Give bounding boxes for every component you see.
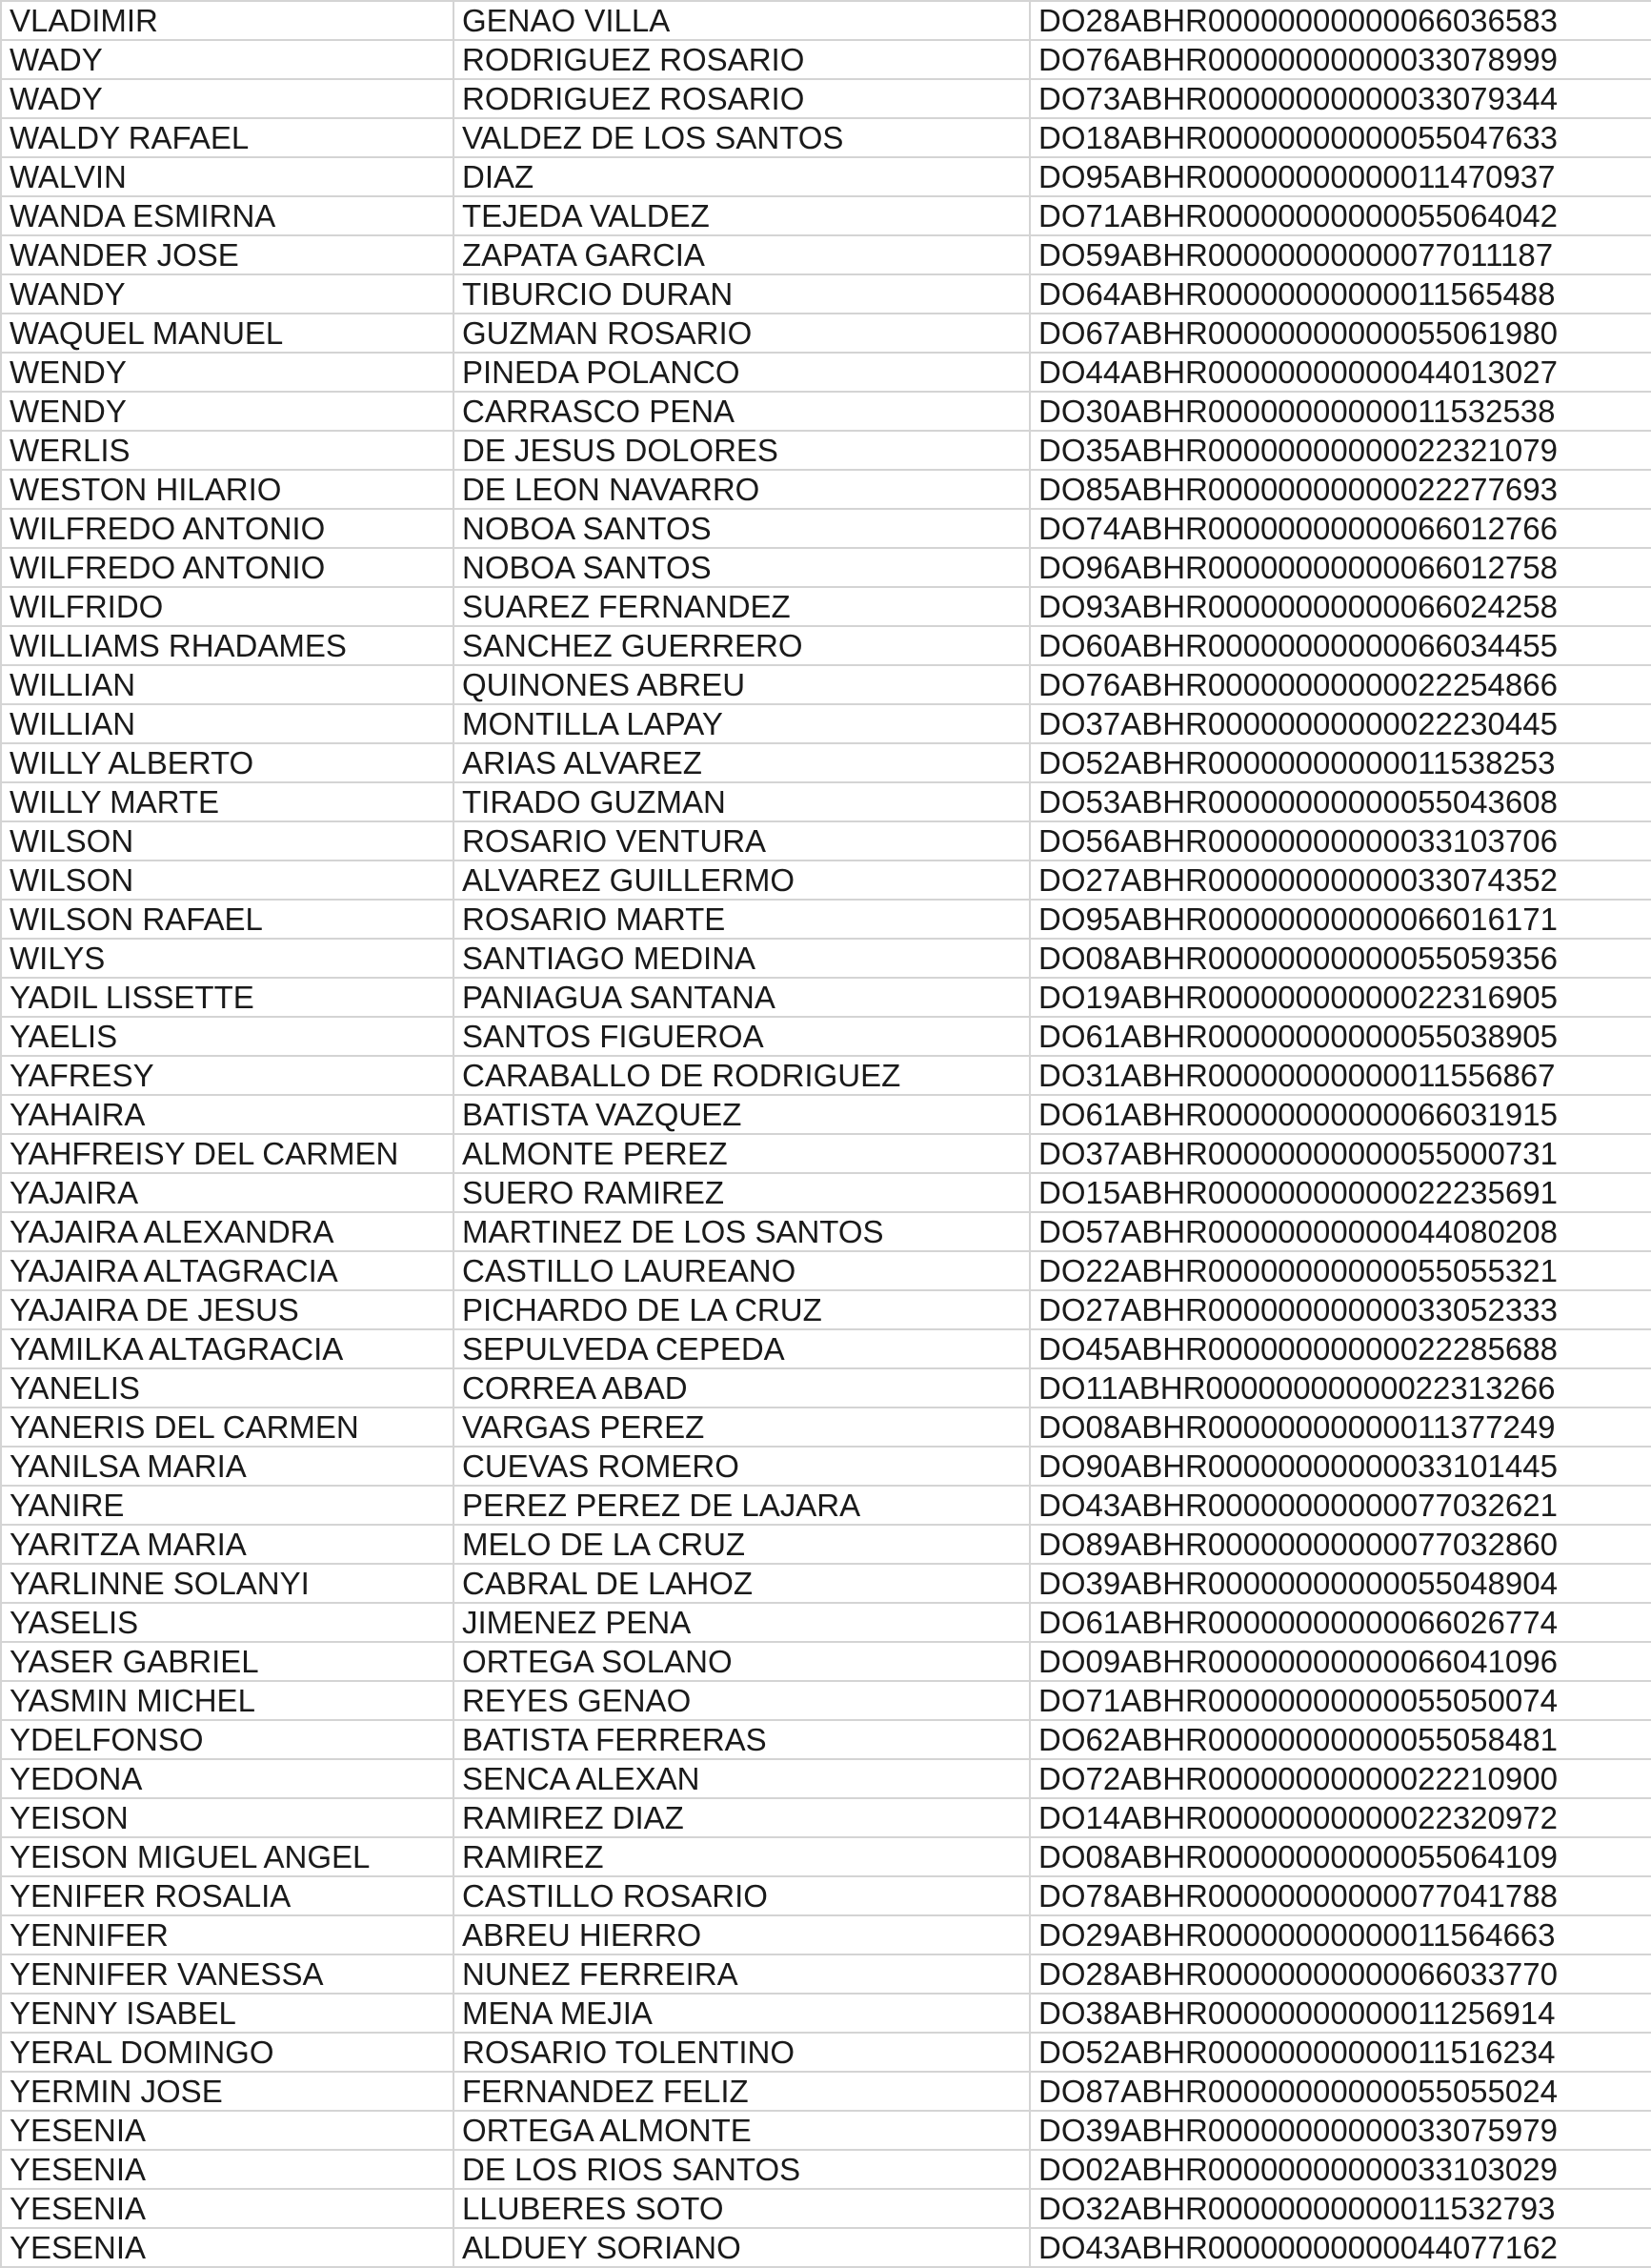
account-number-cell: DO27ABHR00000000000033074352 — [1030, 861, 1651, 900]
last-name-cell: ROSARIO TOLENTINO — [453, 2033, 1030, 2072]
first-name-cell: WILSON — [1, 821, 453, 861]
account-number-cell: DO14ABHR00000000000022320972 — [1030, 1798, 1651, 1837]
table-row — [1, 1329, 1651, 1368]
last-name-cell: ORTEGA SOLANO — [453, 1642, 1030, 1681]
table-row — [1, 978, 1651, 1017]
table-row — [1, 1954, 1651, 1994]
table-row — [1, 704, 1651, 743]
last-name-cell: QUINONES ABREU — [453, 665, 1030, 704]
first-name-cell: YANERIS DEL CARMEN — [1, 1407, 453, 1447]
last-name-cell: VARGAS PEREZ — [453, 1407, 1030, 1447]
first-name-cell: YASER GABRIEL — [1, 1642, 453, 1681]
first-name-cell: WALDY RAFAEL — [1, 118, 453, 157]
first-name-cell: YAJAIRA DE JESUS — [1, 1290, 453, 1329]
first-name-cell: YAJAIRA ALEXANDRA — [1, 1212, 453, 1251]
first-name-cell: YASELIS — [1, 1603, 453, 1642]
first-name-cell: YARITZA MARIA — [1, 1525, 453, 1564]
account-number-cell: DO44ABHR00000000000044013027 — [1030, 353, 1651, 392]
last-name-cell: CABRAL DE LAHOZ — [453, 1564, 1030, 1603]
last-name-cell: MELO DE LA CRUZ — [453, 1525, 1030, 1564]
table-row — [1, 2150, 1651, 2189]
account-number-cell: DO45ABHR00000000000022285688 — [1030, 1329, 1651, 1368]
account-number-cell: DO85ABHR00000000000022277693 — [1030, 470, 1651, 509]
table-row — [1, 392, 1651, 431]
table-row — [1, 1798, 1651, 1837]
first-name-cell: WENDY — [1, 353, 453, 392]
table-row — [1, 431, 1651, 470]
last-name-cell: MONTILLA LAPAY — [453, 704, 1030, 743]
table-row — [1, 1642, 1651, 1681]
account-number-cell: DO09ABHR00000000000066041096 — [1030, 1642, 1651, 1681]
table-row — [1, 1564, 1651, 1603]
first-name-cell: WILYS — [1, 939, 453, 978]
account-number-cell: DO76ABHR00000000000022254866 — [1030, 665, 1651, 704]
last-name-cell: ALMONTE PEREZ — [453, 1134, 1030, 1173]
last-name-cell: SEPULVEDA CEPEDA — [453, 1329, 1030, 1368]
table-row — [1, 1368, 1651, 1407]
first-name-cell: WALVIN — [1, 157, 453, 196]
last-name-cell: CARRASCO PENA — [453, 392, 1030, 431]
table-row — [1, 235, 1651, 274]
first-name-cell: YANILSA MARIA — [1, 1447, 453, 1486]
account-number-cell: DO52ABHR00000000000011516234 — [1030, 2033, 1651, 2072]
first-name-cell: YANELIS — [1, 1368, 453, 1407]
table-row — [1, 665, 1651, 704]
table-row — [1, 470, 1651, 509]
last-name-cell: CUEVAS ROMERO — [453, 1447, 1030, 1486]
last-name-cell: SANCHEZ GUERRERO — [453, 626, 1030, 665]
first-name-cell: YENIFER ROSALIA — [1, 1876, 453, 1915]
last-name-cell: SUERO RAMIREZ — [453, 1173, 1030, 1212]
account-number-cell: DO38ABHR00000000000011256914 — [1030, 1994, 1651, 2033]
account-number-cell: DO32ABHR00000000000011532793 — [1030, 2189, 1651, 2228]
account-number-cell: DO15ABHR00000000000022235691 — [1030, 1173, 1651, 1212]
account-number-cell: DO74ABHR00000000000066012766 — [1030, 509, 1651, 548]
first-name-cell: YENNIFER — [1, 1915, 453, 1954]
first-name-cell: WILSON — [1, 861, 453, 900]
account-number-cell: DO37ABHR00000000000055000731 — [1030, 1134, 1651, 1173]
first-name-cell: WILLY MARTE — [1, 782, 453, 821]
last-name-cell: MENA MEJIA — [453, 1994, 1030, 2033]
table-row — [1, 1447, 1651, 1486]
last-name-cell: PEREZ PEREZ DE LAJARA — [453, 1486, 1030, 1525]
first-name-cell: WILFRIDO — [1, 587, 453, 626]
account-number-cell: DO71ABHR00000000000055064042 — [1030, 196, 1651, 235]
last-name-cell: DIAZ — [453, 157, 1030, 196]
first-name-cell: YEDONA — [1, 1759, 453, 1798]
last-name-cell: CORREA ABAD — [453, 1368, 1030, 1407]
last-name-cell: SENCA ALEXAN — [453, 1759, 1030, 1798]
last-name-cell: JIMENEZ PENA — [453, 1603, 1030, 1642]
account-number-cell: DO61ABHR00000000000066026774 — [1030, 1603, 1651, 1642]
table-row — [1, 2111, 1651, 2150]
last-name-cell: RODRIGUEZ ROSARIO — [453, 79, 1030, 118]
last-name-cell: VALDEZ DE LOS SANTOS — [453, 118, 1030, 157]
last-name-cell: CASTILLO LAUREANO — [453, 1251, 1030, 1290]
account-number-cell: DO08ABHR00000000000011377249 — [1030, 1407, 1651, 1447]
table-row — [1, 626, 1651, 665]
account-number-cell: DO43ABHR00000000000077032621 — [1030, 1486, 1651, 1525]
table-row — [1, 509, 1651, 548]
table-row — [1, 782, 1651, 821]
first-name-cell: YANIRE — [1, 1486, 453, 1525]
account-number-cell: DO28ABHR00000000000066033770 — [1030, 1954, 1651, 1994]
table-row — [1, 1915, 1651, 1954]
account-number-cell: DO29ABHR00000000000011564663 — [1030, 1915, 1651, 1954]
last-name-cell: RODRIGUEZ ROSARIO — [453, 40, 1030, 79]
last-name-cell: DE LOS RIOS SANTOS — [453, 2150, 1030, 2189]
table-row — [1, 1056, 1651, 1095]
first-name-cell: YARLINNE SOLANYI — [1, 1564, 453, 1603]
account-number-cell: DO59ABHR00000000000077011187 — [1030, 235, 1651, 274]
account-number-cell: DO93ABHR00000000000066024258 — [1030, 587, 1651, 626]
first-name-cell: YAJAIRA ALTAGRACIA — [1, 1251, 453, 1290]
first-name-cell: YESENIA — [1, 2150, 453, 2189]
account-number-cell: DO52ABHR00000000000011538253 — [1030, 743, 1651, 782]
last-name-cell: MARTINEZ DE LOS SANTOS — [453, 1212, 1030, 1251]
account-number-cell: DO56ABHR00000000000033103706 — [1030, 821, 1651, 861]
table-row — [1, 79, 1651, 118]
account-number-cell: DO78ABHR00000000000077041788 — [1030, 1876, 1651, 1915]
last-name-cell: BATISTA VAZQUEZ — [453, 1095, 1030, 1134]
first-name-cell: YERAL DOMINGO — [1, 2033, 453, 2072]
account-number-cell: DO30ABHR00000000000011532538 — [1030, 392, 1651, 431]
table-row — [1, 743, 1651, 782]
account-number-cell: DO71ABHR00000000000055050074 — [1030, 1681, 1651, 1720]
first-name-cell: WILFREDO ANTONIO — [1, 548, 453, 587]
table-row — [1, 353, 1651, 392]
last-name-cell: RAMIREZ DIAZ — [453, 1798, 1030, 1837]
account-number-cell: DO28ABHR00000000000066036583 — [1030, 1, 1651, 40]
last-name-cell: ROSARIO VENTURA — [453, 821, 1030, 861]
first-name-cell: YADIL LISSETTE — [1, 978, 453, 1017]
account-number-cell: DO27ABHR00000000000033052333 — [1030, 1290, 1651, 1329]
last-name-cell: ABREU HIERRO — [453, 1915, 1030, 1954]
first-name-cell: YAFRESY — [1, 1056, 453, 1095]
table-row — [1, 1290, 1651, 1329]
account-number-cell: DO60ABHR00000000000066034455 — [1030, 626, 1651, 665]
last-name-cell: ALVAREZ GUILLERMO — [453, 861, 1030, 900]
table-row — [1, 1251, 1651, 1290]
first-name-cell: WANDY — [1, 274, 453, 314]
last-name-cell: SANTIAGO MEDINA — [453, 939, 1030, 978]
first-name-cell: YEISON — [1, 1798, 453, 1837]
table-row — [1, 2189, 1651, 2228]
first-name-cell: WANDA ESMIRNA — [1, 196, 453, 235]
account-number-cell: DO19ABHR00000000000022316905 — [1030, 978, 1651, 1017]
account-number-cell: DO64ABHR00000000000011565488 — [1030, 274, 1651, 314]
first-name-cell: WESTON HILARIO — [1, 470, 453, 509]
last-name-cell: GUZMAN ROSARIO — [453, 314, 1030, 353]
first-name-cell: WAQUEL MANUEL — [1, 314, 453, 353]
first-name-cell: WILLIAN — [1, 665, 453, 704]
first-name-cell: YAHFREISY DEL CARMEN — [1, 1134, 453, 1173]
account-number-cell: DO35ABHR00000000000022321079 — [1030, 431, 1651, 470]
table-row — [1, 1681, 1651, 1720]
last-name-cell: ZAPATA GARCIA — [453, 235, 1030, 274]
table-row — [1, 1173, 1651, 1212]
last-name-cell: CARABALLO DE RODRIGUEZ — [453, 1056, 1030, 1095]
last-name-cell: ALDUEY SORIANO — [453, 2228, 1030, 2267]
last-name-cell: CASTILLO ROSARIO — [453, 1876, 1030, 1915]
last-name-cell: FERNANDEZ FELIZ — [453, 2072, 1030, 2111]
last-name-cell: GENAO VILLA — [453, 1, 1030, 40]
table-row — [1, 587, 1651, 626]
table-row — [1, 1720, 1651, 1759]
first-name-cell: YDELFONSO — [1, 1720, 453, 1759]
last-name-cell: TIBURCIO DURAN — [453, 274, 1030, 314]
first-name-cell: YENNY ISABEL — [1, 1994, 453, 2033]
last-name-cell: NOBOA SANTOS — [453, 548, 1030, 587]
account-number-cell: DO43ABHR00000000000044077162 — [1030, 2228, 1651, 2267]
account-number-cell: DO95ABHR00000000000011470937 — [1030, 157, 1651, 196]
last-name-cell: ROSARIO MARTE — [453, 900, 1030, 939]
table-row — [1, 1525, 1651, 1564]
table-row — [1, 1603, 1651, 1642]
first-name-cell: YAELIS — [1, 1017, 453, 1056]
table-row — [1, 1, 1651, 40]
account-number-cell: DO89ABHR00000000000077032860 — [1030, 1525, 1651, 1564]
account-number-cell: DO90ABHR00000000000033101445 — [1030, 1447, 1651, 1486]
account-number-cell: DO22ABHR00000000000055055321 — [1030, 1251, 1651, 1290]
first-name-cell: WENDY — [1, 392, 453, 431]
last-name-cell: LLUBERES SOTO — [453, 2189, 1030, 2228]
last-name-cell: TEJEDA VALDEZ — [453, 196, 1030, 235]
first-name-cell: WILSON RAFAEL — [1, 900, 453, 939]
first-name-cell: WILLIAN — [1, 704, 453, 743]
first-name-cell: YESENIA — [1, 2189, 453, 2228]
first-name-cell: YENNIFER VANESSA — [1, 1954, 453, 1994]
first-name-cell: YAMILKA ALTAGRACIA — [1, 1329, 453, 1368]
last-name-cell: RAMIREZ — [453, 1837, 1030, 1876]
account-number-cell: DO39ABHR00000000000055048904 — [1030, 1564, 1651, 1603]
table-row — [1, 1759, 1651, 1798]
first-name-cell: YAJAIRA — [1, 1173, 453, 1212]
first-name-cell: YEISON MIGUEL ANGEL — [1, 1837, 453, 1876]
account-number-cell: DO08ABHR00000000000055064109 — [1030, 1837, 1651, 1876]
last-name-cell: PANIAGUA SANTANA — [453, 978, 1030, 1017]
table-row — [1, 2033, 1651, 2072]
first-name-cell: YERMIN JOSE — [1, 2072, 453, 2111]
last-name-cell: DE LEON NAVARRO — [453, 470, 1030, 509]
first-name-cell: YESENIA — [1, 2111, 453, 2150]
last-name-cell: REYES GENAO — [453, 1681, 1030, 1720]
table-row — [1, 314, 1651, 353]
first-name-cell: WERLIS — [1, 431, 453, 470]
table-row — [1, 1017, 1651, 1056]
first-name-cell: WILFREDO ANTONIO — [1, 509, 453, 548]
account-number-cell: DO61ABHR00000000000066031915 — [1030, 1095, 1651, 1134]
table-row — [1, 1095, 1651, 1134]
first-name-cell: WANDER JOSE — [1, 235, 453, 274]
first-name-cell: WILLY ALBERTO — [1, 743, 453, 782]
account-number-cell: DO57ABHR00000000000044080208 — [1030, 1212, 1651, 1251]
account-number-cell: DO39ABHR00000000000033075979 — [1030, 2111, 1651, 2150]
last-name-cell: ARIAS ALVAREZ — [453, 743, 1030, 782]
last-name-cell: ORTEGA ALMONTE — [453, 2111, 1030, 2150]
table-row — [1, 274, 1651, 314]
table-row — [1, 548, 1651, 587]
last-name-cell: PICHARDO DE LA CRUZ — [453, 1290, 1030, 1329]
last-name-cell: SANTOS FIGUEROA — [453, 1017, 1030, 1056]
last-name-cell: TIRADO GUZMAN — [453, 782, 1030, 821]
account-number-cell: DO96ABHR00000000000066012758 — [1030, 548, 1651, 587]
table-row — [1, 821, 1651, 861]
table-row — [1, 1486, 1651, 1525]
table-row — [1, 40, 1651, 79]
first-name-cell: WILLIAMS RHADAMES — [1, 626, 453, 665]
table-row — [1, 1212, 1651, 1251]
table-row — [1, 157, 1651, 196]
table-row — [1, 1837, 1651, 1876]
account-number-cell: DO95ABHR00000000000066016171 — [1030, 900, 1651, 939]
account-number-cell: DO11ABHR00000000000022313266 — [1030, 1368, 1651, 1407]
first-name-cell: YESENIA — [1, 2228, 453, 2267]
last-name-cell: PINEDA POLANCO — [453, 353, 1030, 392]
account-number-cell: DO87ABHR00000000000055055024 — [1030, 2072, 1651, 2111]
table-row — [1, 118, 1651, 157]
last-name-cell: BATISTA FERRERAS — [453, 1720, 1030, 1759]
last-name-cell: SUAREZ FERNANDEZ — [453, 587, 1030, 626]
account-number-cell: DO67ABHR00000000000055061980 — [1030, 314, 1651, 353]
table-body — [1, 1, 1651, 2267]
last-name-cell: DE JESUS DOLORES — [453, 431, 1030, 470]
account-number-cell: DO02ABHR00000000000033103029 — [1030, 2150, 1651, 2189]
account-number-cell: DO73ABHR00000000000033079344 — [1030, 79, 1651, 118]
table-row — [1, 1134, 1651, 1173]
table-row — [1, 1407, 1651, 1447]
last-name-cell: NOBOA SANTOS — [453, 509, 1030, 548]
first-name-cell: YASMIN MICHEL — [1, 1681, 453, 1720]
account-number-cell: DO62ABHR00000000000055058481 — [1030, 1720, 1651, 1759]
first-name-cell: YAHAIRA — [1, 1095, 453, 1134]
account-number-cell: DO31ABHR00000000000011556867 — [1030, 1056, 1651, 1095]
table-row — [1, 900, 1651, 939]
table-row — [1, 1994, 1651, 2033]
account-number-cell: DO18ABHR00000000000055047633 — [1030, 118, 1651, 157]
account-number-cell: DO53ABHR00000000000055043608 — [1030, 782, 1651, 821]
account-number-cell: DO76ABHR00000000000033078999 — [1030, 40, 1651, 79]
last-name-cell: NUNEZ FERREIRA — [453, 1954, 1030, 1994]
first-name-cell: VLADIMIR — [1, 1, 453, 40]
table-row — [1, 1876, 1651, 1915]
first-name-cell: WADY — [1, 79, 453, 118]
table-row — [1, 2072, 1651, 2111]
table-row — [1, 939, 1651, 978]
account-number-cell: DO72ABHR00000000000022210900 — [1030, 1759, 1651, 1798]
table-row — [1, 196, 1651, 235]
table-row — [1, 861, 1651, 900]
account-number-cell: DO61ABHR00000000000055038905 — [1030, 1017, 1651, 1056]
account-number-cell: DO37ABHR00000000000022230445 — [1030, 704, 1651, 743]
first-name-cell: WADY — [1, 40, 453, 79]
account-number-cell: DO08ABHR00000000000055059356 — [1030, 939, 1651, 978]
